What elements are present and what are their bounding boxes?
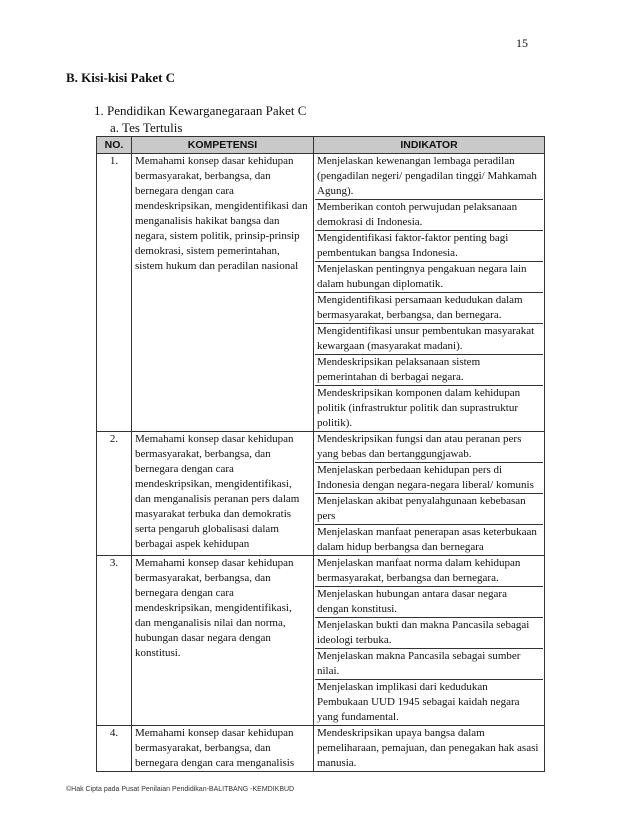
kompetensi-cell: Memahami konsep dasar kehidupan bermasyarakat, berbangsa, dan bernegara dengan cara mendeskripsikan, mengidentifikasi, dan menganalisis peranan pers dalam masyarakat terbuka dan demokratis serta pengaruh globalisasi dalam berbagai aspek kehidupan — [132, 432, 314, 556]
section-heading: B. Kisi-kisi Paket C — [66, 70, 176, 85]
indikator-item: Menjelaskan akibat penyalahgunaan kebebasan pers — [315, 494, 543, 525]
row-number: 4. — [97, 726, 132, 772]
indikator-item: Mengidentifikasi unsur pembentukan masyarakat kewargaan (masyarakat madani). — [315, 324, 543, 355]
header-indikator: INDIKATOR — [314, 137, 545, 154]
indikator-item: Memberikan contoh perwujudan pelaksanaan demokrasi di Indonesia. — [315, 200, 543, 231]
row-number: 1. — [97, 154, 132, 432]
footer-copyright: ©Hak Cipta pada Pusat Penilaian Pendidikan-BALITBANG -KEMDIKBUD — [66, 786, 295, 793]
indikator-item: Menjelaskan manfaat norma dalam kehidupan bermasyarakat, berbangsa dan bernegara. — [315, 556, 543, 587]
indikator-item: Mendeskripsikan komponen dalam kehidupan politik (infrastruktur politik dan suprastruktur politik). — [317, 387, 521, 429]
indikator-item: Mengidentifikasi persamaan kedudukan dalam bermasyarakat, berbangsa, dan bernegara. — [315, 293, 543, 324]
kisi-kisi-table — [96, 136, 545, 772]
indikator-item: Mengidentifikasi faktor-faktor penting bagi pembentukan bangsa Indonesia. — [315, 231, 543, 262]
indikator-item: Mendeskripsikan fungsi dan atau peranan pers yang bebas dan bertanggungjawab. — [315, 432, 543, 463]
indikator-item: Mendeskripsikan upaya bangsa dalam pemeliharaan, pemajuan, dan penegakan hak asasi manusia. — [317, 727, 539, 769]
table-header-row — [97, 137, 545, 154]
indikator-item: Menjelaskan kewenangan lembaga peradilan (pengadilan negeri/ pengadilan tinggi/ Mahkamah Agung). — [315, 154, 543, 200]
sub-sub-heading: a. Tes Tertulis — [110, 120, 183, 135]
indikator-item: Menjelaskan implikasi dari kedudukan Pembukaan UUD 1945 sebagai kaidah negara yang fundamental. — [317, 681, 520, 723]
indikator-item: Menjelaskan makna Pancasila sebagai sumber nilai. — [315, 649, 543, 680]
kompetensi-cell: Memahami konsep dasar kehidupan bermasyarakat, berbangsa, dan bernegara dengan cara mendeskripsikan, mengidentifikasi dan menganalisis hakikat bangsa dan negara, sistem politik, prinsip-prinsip demokrasi, sistem pemerintahan, sistem hukum dan peradilan nasional — [132, 154, 314, 432]
header-no: NO. — [97, 137, 132, 154]
row-number: 3. — [97, 556, 132, 726]
table-row — [97, 556, 545, 726]
indikator-cell — [314, 556, 545, 726]
table-row — [97, 154, 545, 432]
indikator-item: Mendeskripsikan pelaksanaan sistem pemerintahan di berbagai negara. — [315, 355, 543, 386]
indikator-cell — [314, 432, 545, 556]
page-number: 15 — [516, 36, 528, 50]
indikator-item: Menjelaskan bukti dan makna Pancasila sebagai ideologi terbuka. — [315, 618, 543, 649]
indikator-cell — [314, 154, 545, 432]
kompetensi-cell: Memahami konsep dasar kehidupan bermasyarakat, berbangsa, dan bernegara dengan cara menganalisis — [132, 726, 314, 772]
row-number: 2. — [97, 432, 132, 556]
indikator-item: Menjelaskan pentingnya pengakuan negara lain dalam hubungan diplomatik. — [315, 262, 543, 293]
kompetensi-cell: Memahami konsep dasar kehidupan bermasyarakat, berbangsa, dan bernegara dengan cara mendeskripsikan, mengidentifikasi, dan menganalisis nilai dan norma, hubungan dasar negara dengan konstitusi. — [132, 556, 314, 726]
indikator-item: Menjelaskan hubungan antara dasar negara dengan konstitusi. — [315, 587, 543, 618]
sub-heading: 1. Pendidikan Kewarganegaraan Paket C — [94, 103, 307, 118]
table-row — [97, 432, 545, 556]
table-row — [97, 726, 545, 772]
indikator-item: Menjelaskan manfaat penerapan asas keterbukaan dalam hidup berbangsa dan bernegara — [317, 526, 537, 553]
indikator-cell — [314, 726, 545, 772]
header-kompetensi: KOMPETENSI — [132, 137, 314, 154]
indikator-item: Menjelaskan perbedaan kehidupan pers di Indonesia dengan negara-negara liberal/ komunis — [315, 463, 543, 494]
